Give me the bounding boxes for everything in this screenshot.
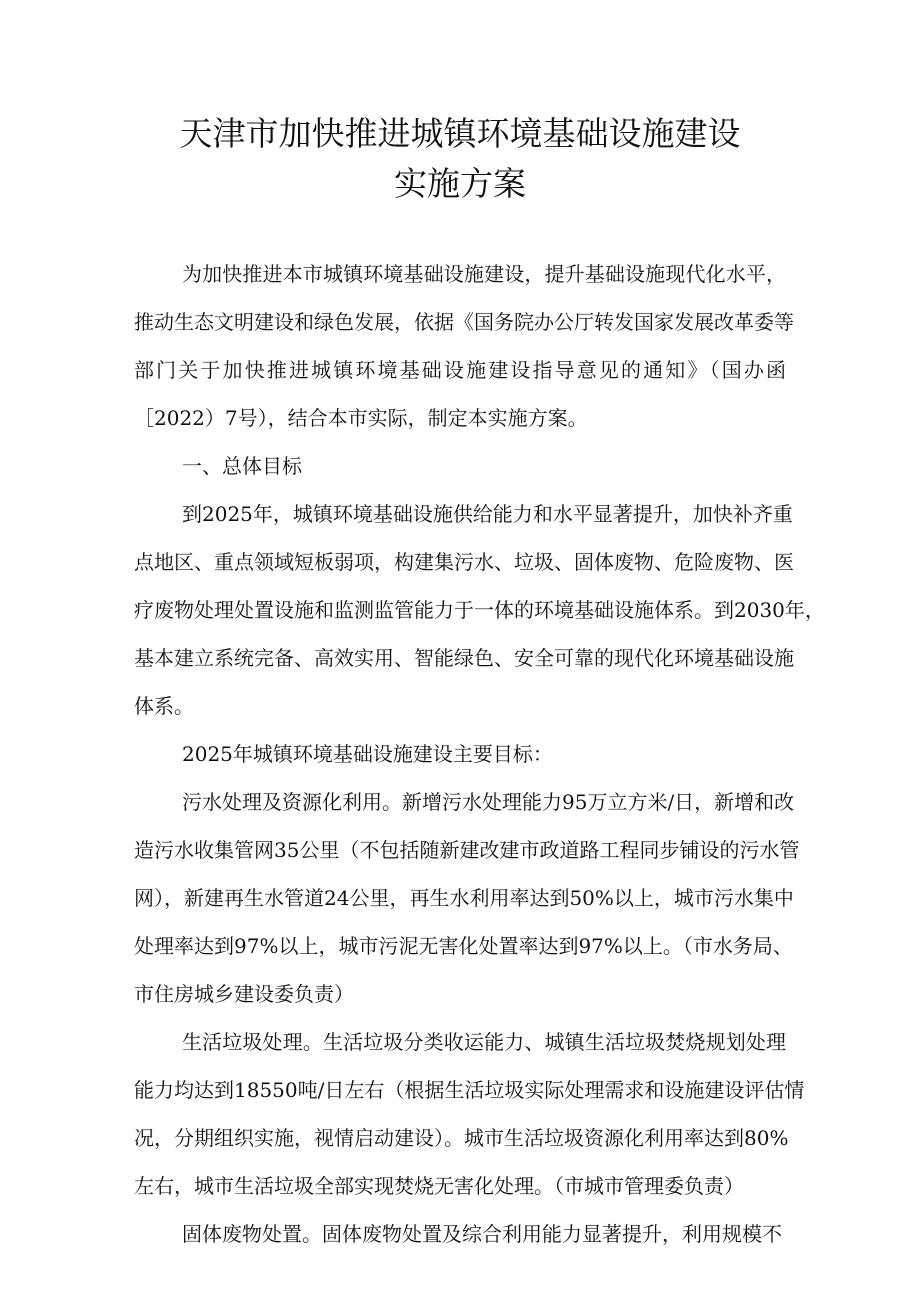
paragraph-line: 部门关于加快推进城镇环境基础设施建设指导意见的通知》（国办函 bbox=[134, 358, 786, 382]
paragraph-line: 造污水收集管网35公里（不包括随新建改建市政道路工程同步铺设的污水管 bbox=[134, 838, 800, 862]
paragraph bbox=[134, 490, 825, 730]
paragraph-line: 况，分期组织实施，视情启动建设）。城市生活垃圾资源化利用率达到80% bbox=[134, 1126, 789, 1150]
paragraph bbox=[134, 250, 794, 442]
paragraph bbox=[134, 1210, 786, 1258]
paragraph-line: 到2025年，城镇环境基础设施供给能力和水平显著提升，加快补齐重 bbox=[182, 502, 793, 526]
paragraph-line: 疗废物处理处置设施和监测监管能力于一体的环境基础设施体系。到2030年， bbox=[134, 598, 825, 622]
paragraph-line: ［2022）7号），结合本市实际，制定本实施方案。 bbox=[134, 406, 588, 430]
paragraph-line: 处理率达到97%以上，城市污泥无害化处置率达到97%以上。（市水务局、 bbox=[134, 934, 793, 958]
document-title bbox=[0, 112, 920, 206]
paragraph-line: 能力均达到18550吨/日左右（根据生活垃圾实际处理需求和设施建设评估情 bbox=[134, 1078, 805, 1102]
document-body bbox=[134, 250, 825, 1258]
paragraph-line: 为加快推进本市城镇环境基础设施建设，提升基础设施现代化水平， bbox=[182, 262, 786, 286]
paragraph-line: 生活垃圾处理。生活垃圾分类收运能力、城镇生活垃圾焚烧规划处理 bbox=[182, 1030, 786, 1054]
paragraph-line: 一、总体目标 bbox=[182, 454, 302, 478]
paragraph-line: 固体废物处置。固体废物处置及综合利用能力显著提升，利用规模不 bbox=[182, 1222, 782, 1246]
title-line-1: 天津市加快推进城镇环境基础设施建设 bbox=[179, 114, 741, 153]
paragraph-line: 点地区、重点领域短板弱项，构建集污水、垃圾、固体废物、危险废物、医 bbox=[134, 550, 794, 574]
paragraph bbox=[134, 442, 786, 490]
paragraph-line: 体系。 bbox=[134, 694, 194, 718]
paragraph-line: 基本建立系统完备、高效实用、智能绿色、安全可靠的现代化环境基础设施 bbox=[134, 646, 794, 670]
paragraph bbox=[134, 730, 786, 778]
paragraph bbox=[134, 778, 800, 1018]
paragraph bbox=[134, 1018, 805, 1210]
paragraph-line: 污水处理及资源化利用。新增污水处理能力95万立方米/日，新增和改 bbox=[182, 790, 795, 814]
paragraph-line: 推动生态文明建设和绿色发展，依据《国务院办公厅转发国家发展改革委等 bbox=[134, 310, 794, 334]
title-line-2: 实施方案 bbox=[394, 164, 526, 203]
paragraph-line: 网），新建再生水管道24公里，再生水利用率达到50%以上，城市污水集中 bbox=[134, 886, 794, 910]
paragraph-line: 左右，城市生活垃圾全部实现焚烧无害化处理。（市城市管理委负责） bbox=[134, 1174, 744, 1198]
paragraph-line: 市住房城乡建设委负责） bbox=[134, 982, 354, 1006]
paragraph-line: 2025年城镇环境基础设施建设主要目标： bbox=[182, 742, 553, 766]
